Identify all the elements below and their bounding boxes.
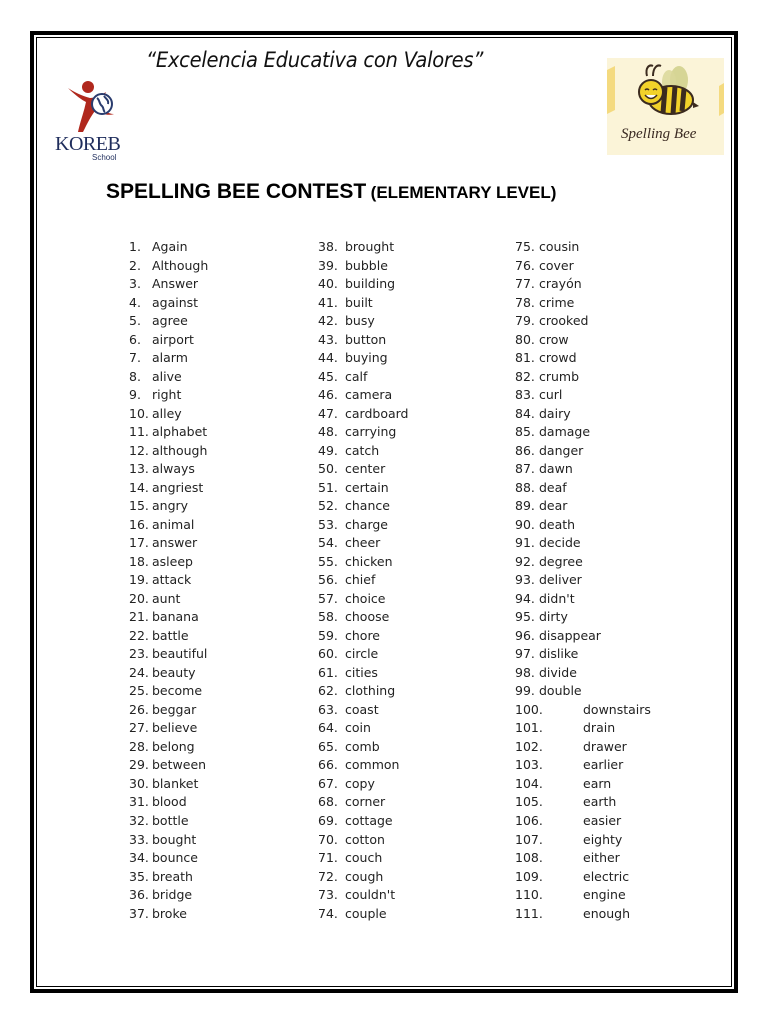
item-number: 16. xyxy=(129,516,149,532)
spelling-word: alphabet xyxy=(152,424,208,440)
item-number: 13. xyxy=(129,461,149,477)
item-number: 100. xyxy=(515,701,543,717)
spelling-word: coin xyxy=(345,720,371,736)
item-number: 91. xyxy=(515,535,535,551)
item-number: 19. xyxy=(129,572,149,588)
item-number: 4. xyxy=(129,294,141,310)
item-number: 94. xyxy=(515,590,535,606)
item-number: 88. xyxy=(515,479,535,495)
spelling-word: didn't xyxy=(539,590,575,606)
spelling-word: although xyxy=(152,442,208,458)
item-number: 42. xyxy=(318,313,338,329)
spelling-word: earth xyxy=(583,794,617,810)
item-number: 32. xyxy=(129,812,149,828)
spelling-word: Again xyxy=(152,239,188,254)
spelling-word: buying xyxy=(345,350,388,366)
spelling-word: cottage xyxy=(345,812,393,828)
person-globe-icon xyxy=(62,80,122,136)
spelling-bee-logo xyxy=(607,58,724,155)
school-subtitle: School xyxy=(92,153,117,162)
spelling-word: cousin xyxy=(539,239,580,254)
spelling-word: easier xyxy=(583,812,622,828)
spelling-word: crime xyxy=(539,294,575,310)
spelling-word: dairy xyxy=(539,405,571,421)
spelling-word: building xyxy=(345,276,396,292)
spelling-word: chore xyxy=(345,627,380,643)
spelling-word: dirty xyxy=(539,609,568,625)
spelling-word: bought xyxy=(152,831,197,847)
item-number: 72. xyxy=(318,868,338,884)
item-number: 107. xyxy=(515,831,543,847)
item-number: 53. xyxy=(318,516,338,532)
spelling-word: brought xyxy=(345,239,395,254)
spelling-word: copy xyxy=(345,775,375,791)
spelling-word: couch xyxy=(345,850,383,866)
item-number: 76. xyxy=(515,257,535,273)
item-number: 33. xyxy=(129,831,149,847)
item-number: 103. xyxy=(515,757,543,773)
item-number: 23. xyxy=(129,646,149,662)
item-number: 64. xyxy=(318,720,338,736)
spelling-word: between xyxy=(152,757,207,773)
spelling-word: angriest xyxy=(152,479,204,495)
spelling-word: double xyxy=(539,683,582,699)
spelling-word: against xyxy=(152,294,199,310)
item-number: 99. xyxy=(515,683,535,699)
bee-icon xyxy=(633,62,703,122)
item-number: 47. xyxy=(318,405,338,421)
spelling-word: catch xyxy=(345,442,380,458)
item-number: 77. xyxy=(515,276,535,292)
spelling-word: crayón xyxy=(539,276,582,292)
spelling-word: drain xyxy=(583,720,616,736)
spelling-word: crooked xyxy=(539,313,589,329)
spelling-word: crow xyxy=(539,331,569,347)
spelling-word: cardboard xyxy=(345,405,409,421)
item-number: 96. xyxy=(515,627,535,643)
spelling-word: bubble xyxy=(345,257,388,273)
item-number: 59. xyxy=(318,627,338,643)
item-number: 66. xyxy=(318,757,338,773)
spelling-word: Although xyxy=(152,257,209,273)
item-number: 17. xyxy=(129,535,149,551)
item-number: 70. xyxy=(318,831,338,847)
item-number: 49. xyxy=(318,442,338,458)
spelling-word: beauty xyxy=(152,664,196,680)
item-number: 73. xyxy=(318,887,338,903)
item-number: 108. xyxy=(515,850,543,866)
item-number: 26. xyxy=(129,701,149,717)
item-number: 97. xyxy=(515,646,535,662)
item-number: 56. xyxy=(318,572,338,588)
item-number: 45. xyxy=(318,368,338,384)
item-number: 69. xyxy=(318,812,338,828)
spelling-word: banana xyxy=(152,609,199,625)
title-level: (ELEMENTARY LEVEL) xyxy=(370,183,557,202)
item-number: 101. xyxy=(515,720,543,736)
spelling-word: bounce xyxy=(152,850,198,866)
spelling-word: earlier xyxy=(583,757,624,773)
spelling-word: chance xyxy=(345,498,390,514)
spelling-word: degree xyxy=(539,553,583,569)
spelling-word: built xyxy=(345,294,373,310)
spelling-word: crumb xyxy=(539,368,580,384)
spelling-word: choose xyxy=(345,609,390,625)
item-number: 61. xyxy=(318,664,338,680)
spelling-word: blood xyxy=(152,794,187,810)
spelling-word: couple xyxy=(345,905,387,921)
item-number: 74. xyxy=(318,905,338,921)
item-number: 3. xyxy=(129,276,141,292)
spelling-word: certain xyxy=(345,479,389,495)
item-number: 6. xyxy=(129,331,141,347)
item-number: 2. xyxy=(129,257,141,273)
item-number: 7. xyxy=(129,350,141,366)
spelling-word: cheer xyxy=(345,535,381,551)
item-number: 55. xyxy=(318,553,338,569)
item-number: 67. xyxy=(318,775,338,791)
item-number: 58. xyxy=(318,609,338,625)
spelling-word: clothing xyxy=(345,683,396,699)
spelling-word: cough xyxy=(345,868,384,884)
spelling-word: dear xyxy=(539,498,568,514)
spelling-word: angry xyxy=(152,498,189,514)
spelling-word: belong xyxy=(152,738,195,754)
item-number: 31. xyxy=(129,794,149,810)
item-number: 50. xyxy=(318,461,338,477)
spelling-word: button xyxy=(345,331,387,347)
spelling-word: cotton xyxy=(345,831,385,847)
item-number: 85. xyxy=(515,424,535,440)
spelling-word: bottle xyxy=(152,812,189,828)
item-number: 75. xyxy=(515,239,535,254)
spelling-word: dislike xyxy=(539,646,579,662)
school-name: KOREB xyxy=(55,133,121,155)
item-number: 14. xyxy=(129,479,149,495)
item-number: 29. xyxy=(129,757,149,773)
item-number: 8. xyxy=(129,368,141,384)
spelling-word: circle xyxy=(345,646,379,662)
spelling-word: damage xyxy=(539,424,591,440)
spelling-word: carrying xyxy=(345,424,397,440)
spelling-word: corner xyxy=(345,794,386,810)
spelling-word: common xyxy=(345,757,400,773)
item-number: 106. xyxy=(515,812,543,828)
spelling-word: electric xyxy=(583,868,630,884)
spelling-word: earn xyxy=(583,775,612,791)
spelling-word: believe xyxy=(152,720,198,736)
item-number: 40. xyxy=(318,276,338,292)
spelling-word: broke xyxy=(152,905,187,921)
item-number: 62. xyxy=(318,683,338,699)
spelling-word: comb xyxy=(345,738,380,754)
spelling-word: camera xyxy=(345,387,393,403)
spelling-word: cover xyxy=(539,257,574,273)
spelling-word: charge xyxy=(345,516,388,532)
spelling-word: alive xyxy=(152,368,182,384)
item-number: 15. xyxy=(129,498,149,514)
spelling-word: eighty xyxy=(583,831,623,847)
item-number: 83. xyxy=(515,387,535,403)
spelling-word: beggar xyxy=(152,701,197,717)
spelling-word: chicken xyxy=(345,553,393,569)
item-number: 48. xyxy=(318,424,338,440)
item-number: 27. xyxy=(129,720,149,736)
spelling-word: enough xyxy=(583,905,631,921)
item-number: 78. xyxy=(515,294,535,310)
item-number: 110. xyxy=(515,887,543,903)
item-number: 34. xyxy=(129,850,149,866)
item-number: 44. xyxy=(318,350,338,366)
spelling-word: animal xyxy=(152,516,195,532)
spelling-word: cities xyxy=(345,664,378,680)
spelling-word: dawn xyxy=(539,461,573,477)
spelling-word: death xyxy=(539,516,576,532)
item-number: 98. xyxy=(515,664,535,680)
spelling-bee-logo-text: Spelling Bee xyxy=(621,126,697,142)
spelling-word: answer xyxy=(152,535,198,551)
item-number: 52. xyxy=(318,498,338,514)
spelling-word: danger xyxy=(539,442,584,458)
spelling-word: decide xyxy=(539,535,581,551)
spelling-word: blanket xyxy=(152,775,199,791)
item-number: 24. xyxy=(129,664,149,680)
spelling-word: always xyxy=(152,461,195,477)
item-number: 95. xyxy=(515,609,535,625)
item-number: 111. xyxy=(515,905,543,921)
koreb-school-logo xyxy=(52,80,132,168)
item-number: 41. xyxy=(318,294,338,310)
item-number: 81. xyxy=(515,350,535,366)
spelling-word: battle xyxy=(152,627,189,643)
spelling-word: coast xyxy=(345,701,379,717)
item-number: 30. xyxy=(129,775,149,791)
spelling-word: chief xyxy=(345,572,376,588)
item-number: 82. xyxy=(515,368,535,384)
item-number: 20. xyxy=(129,590,149,606)
item-number: 36. xyxy=(129,887,149,903)
item-number: 43. xyxy=(318,331,338,347)
item-number: 25. xyxy=(129,683,149,699)
spelling-word: bridge xyxy=(152,887,193,903)
item-number: 65. xyxy=(318,738,338,754)
spelling-word: airport xyxy=(152,331,194,347)
spelling-word: beautiful xyxy=(152,646,208,662)
spelling-word: divide xyxy=(539,664,577,680)
spelling-word: crowd xyxy=(539,350,577,366)
item-number: 90. xyxy=(515,516,535,532)
spelling-word: breath xyxy=(152,868,193,884)
item-number: 39. xyxy=(318,257,338,273)
item-number: 22. xyxy=(129,627,149,643)
school-motto: “Excelencia Educativa con Valores” xyxy=(146,48,484,72)
item-number: 37. xyxy=(129,905,149,921)
item-number: 57. xyxy=(318,590,338,606)
item-number: 105. xyxy=(515,794,543,810)
item-number: 92. xyxy=(515,553,535,569)
item-number: 80. xyxy=(515,331,535,347)
item-number: 68. xyxy=(318,794,338,810)
item-number: 1. xyxy=(129,239,141,254)
spelling-word: downstairs xyxy=(583,701,651,717)
spelling-word: curl xyxy=(539,387,563,403)
spelling-word: become xyxy=(152,683,203,699)
item-number: 5. xyxy=(129,313,141,329)
item-number: 54. xyxy=(318,535,338,551)
item-number: 71. xyxy=(318,850,338,866)
spelling-word: asleep xyxy=(152,553,193,569)
item-number: 79. xyxy=(515,313,535,329)
item-number: 63. xyxy=(318,701,338,717)
title-main: SPELLING BEE CONTEST xyxy=(106,180,367,203)
item-number: 89. xyxy=(515,498,535,514)
item-number: 12. xyxy=(129,442,149,458)
item-number: 104. xyxy=(515,775,543,791)
item-number: 38. xyxy=(318,239,338,254)
spelling-word: calf xyxy=(345,368,368,384)
item-number: 9. xyxy=(129,387,141,403)
item-number: 10. xyxy=(129,405,149,421)
spelling-word: engine xyxy=(583,887,626,903)
spelling-word: Answer xyxy=(152,276,199,292)
spelling-word: deliver xyxy=(539,572,582,588)
page-title xyxy=(106,180,556,204)
spelling-word: alarm xyxy=(152,350,188,366)
item-number: 35. xyxy=(129,868,149,884)
spelling-word: right xyxy=(152,387,182,403)
spelling-word: alley xyxy=(152,405,182,421)
spelling-word: center xyxy=(345,461,386,477)
spelling-word: agree xyxy=(152,313,188,329)
spelling-word: busy xyxy=(345,313,375,329)
item-number: 102. xyxy=(515,738,543,754)
item-number: 86. xyxy=(515,442,535,458)
item-number: 21. xyxy=(129,609,149,625)
spelling-word: drawer xyxy=(583,738,627,754)
spelling-word: either xyxy=(583,850,620,866)
spelling-word: attack xyxy=(152,572,192,588)
spelling-word: couldn't xyxy=(345,887,396,903)
item-number: 87. xyxy=(515,461,535,477)
spelling-word: disappear xyxy=(539,627,601,643)
item-number: 51. xyxy=(318,479,338,495)
item-number: 46. xyxy=(318,387,338,403)
spelling-word: deaf xyxy=(539,479,567,495)
item-number: 28. xyxy=(129,738,149,754)
item-number: 84. xyxy=(515,405,535,421)
item-number: 93. xyxy=(515,572,535,588)
item-number: 109. xyxy=(515,868,543,884)
item-number: 18. xyxy=(129,553,149,569)
item-number: 60. xyxy=(318,646,338,662)
spelling-word: aunt xyxy=(152,590,181,606)
spelling-word: choice xyxy=(345,590,386,606)
item-number: 11. xyxy=(129,424,149,440)
